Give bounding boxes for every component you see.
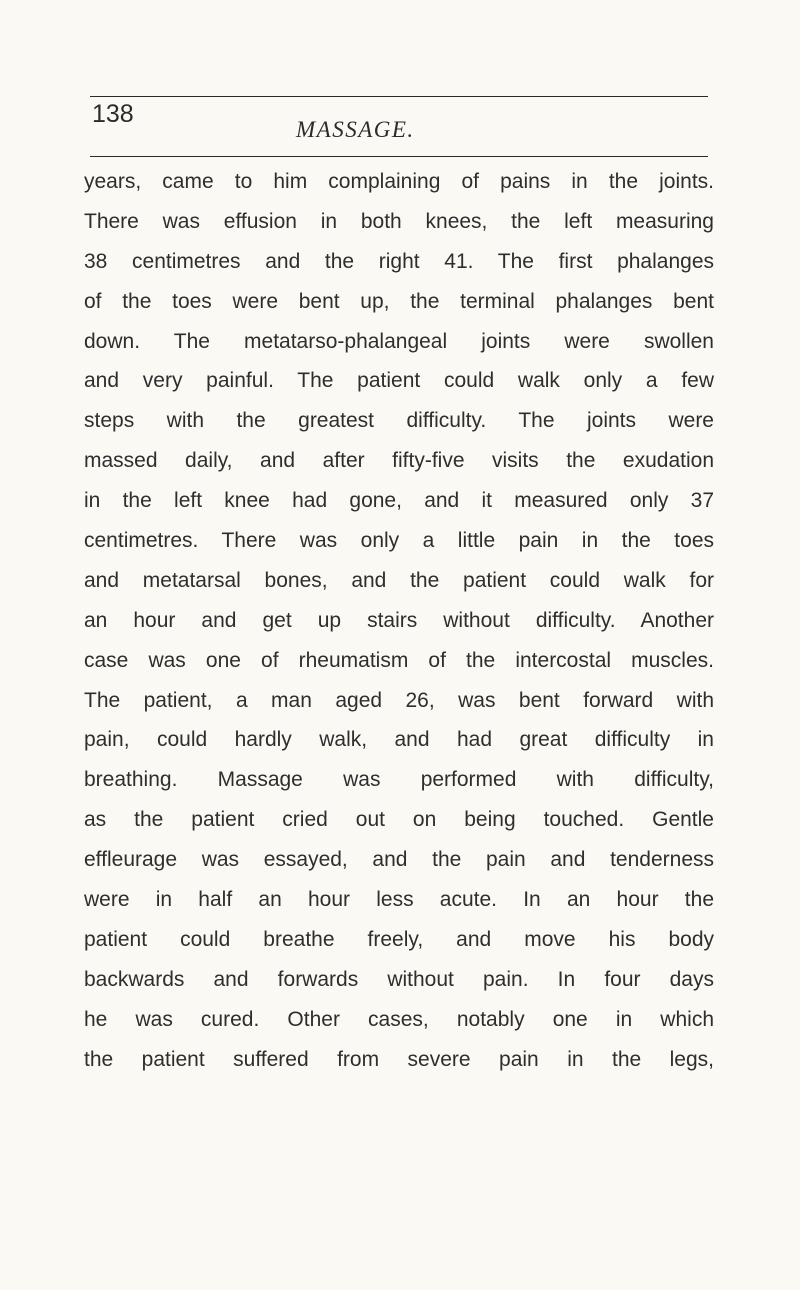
text-line: as the patient cried out on being touched. Gentle (84, 808, 714, 832)
text-line: an hour and get up stairs without difficulty. Another (84, 608, 714, 632)
text-line: case was one of rheumatism of the intercostal muscles. (84, 648, 714, 672)
text-line: steps with the greatest difficulty. The joints were (84, 409, 714, 433)
text-line: effleurage was essayed, and the pain and tenderness (84, 848, 714, 872)
text-line: patient could breathe freely, and move his body (84, 927, 714, 951)
text-line: and metatarsal bones, and the patient could walk for (84, 568, 714, 592)
header-rule-top (90, 96, 708, 97)
text-line: the patient suffered from severe pain in the legs, (84, 1047, 714, 1071)
text-line: There was effusion in both knees, the left measuring (84, 209, 714, 233)
header-rule-bottom (90, 156, 708, 157)
text-line: massed daily, and after fifty-five visits the exudation (84, 449, 714, 473)
text-line: and very painful. The patient could walk only a few (84, 369, 714, 393)
text-line: were in half an hour less acute. In an hour the (84, 888, 714, 912)
text-line: 38 centimetres and the right 41. The first phalanges (84, 249, 714, 273)
text-line: pain, could hardly walk, and had great difficulty in (84, 728, 714, 752)
text-line: years, came to him complaining of pains in the joints. (84, 170, 714, 193)
text-line: in the left knee had gone, and it measured only 37 (84, 489, 714, 513)
text-line: centimetres. There was only a little pain in the toes (84, 529, 714, 553)
running-title: MASSAGE. (296, 117, 415, 142)
text-line: of the toes were bent up, the terminal phalanges bent (84, 289, 714, 313)
text-line: backwards and forwards without pain. In four days (84, 967, 714, 991)
page-number: 138 (92, 100, 134, 128)
text-line: he was cured. Other cases, notably one in which (84, 1007, 714, 1031)
text-line: down. The metatarso-phalangeal joints were swollen (84, 329, 714, 353)
body-text (84, 162, 714, 1079)
text-line: The patient, a man aged 26, was bent forward with (84, 688, 714, 712)
text-line: breathing. Massage was performed with difficulty, (84, 768, 714, 792)
